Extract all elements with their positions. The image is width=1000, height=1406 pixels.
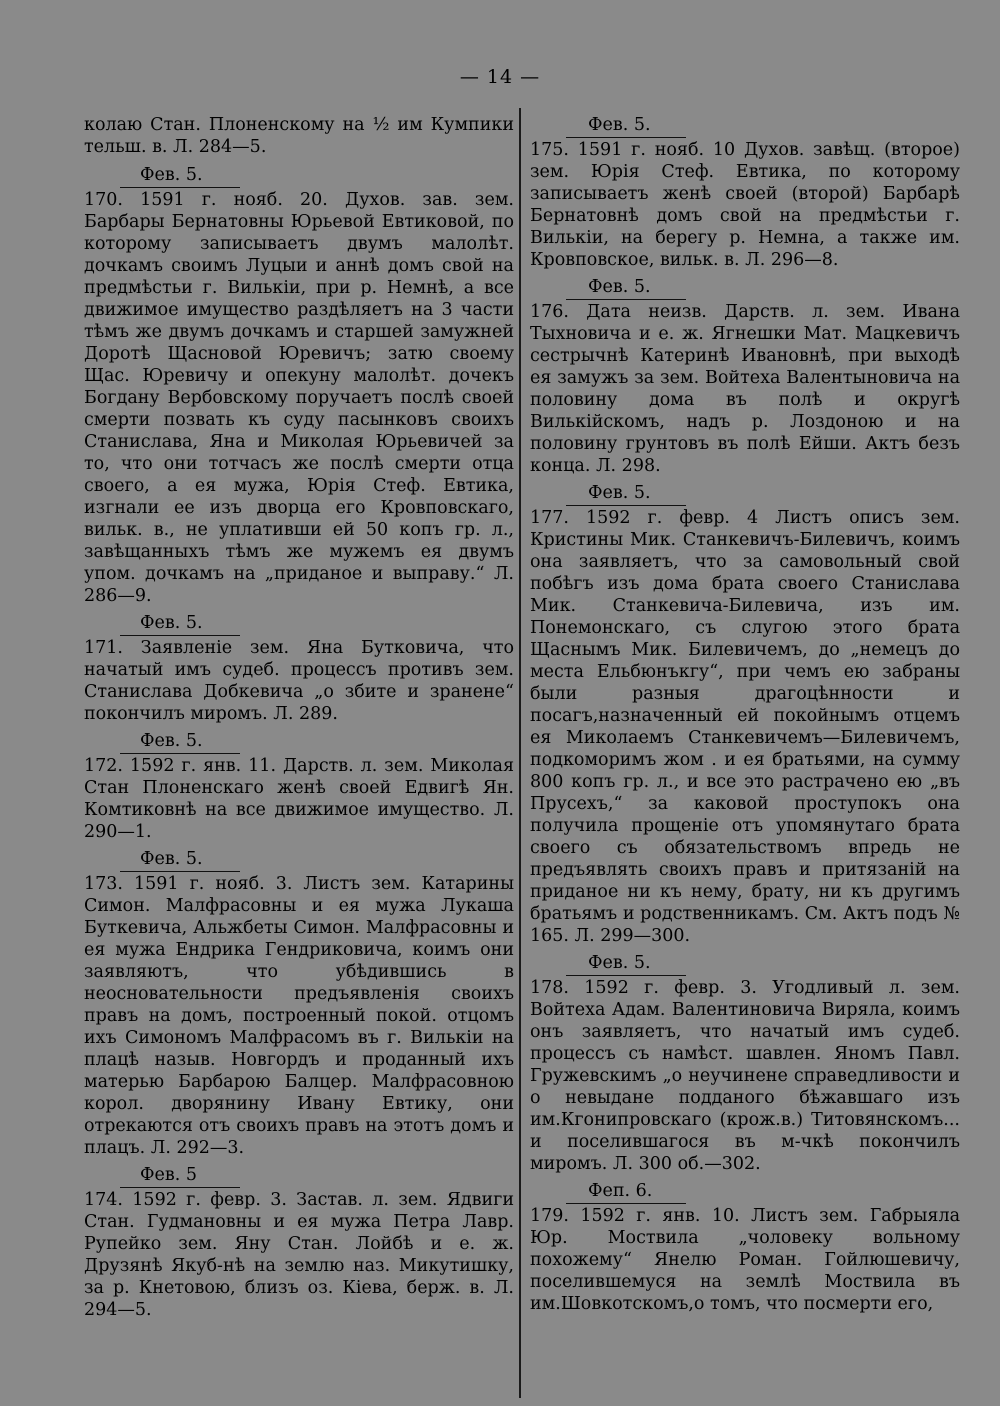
entry-text: 176. Дата неизв. Дарств. л. зем. Ивана Тыхновича и е. ж. Ягнешки Мат. Мацкевичъ сестрычнѣ Катеринѣ Ивановнѣ, при выходѣ ея замужъ за зем. Войтеха Валентыновича на половину дома въ полѣ и округѣ Вилькійскомъ, надъ р. Лоздоною и на половину грунтовъ въ полѣ Ейши. Актъ безъ конца. Л. 298.: [530, 302, 960, 476]
column-divider: [519, 108, 521, 1398]
header-rule: [120, 635, 240, 636]
entry-text: 174. 1592 г. февр. 3. Застав. л. зем. Ядвиги Стан. Гудмановны и ея мужа Петра Лавр. Рупейко зем. Яну Стан. Лойбѣ и е. ж. Друзянѣ Якуб-нѣ на землю наз. Микутишку, за р. Кнетовою, близъ оз. Кіева, берж. в. Л. 294—5.: [84, 1190, 514, 1320]
entry-text: 179. 1592 г. янв. 10. Листъ зем. Габрыяла Юр. Моствила „чоловеку вольному похожему“ Янелю Роман. Гойлюшевичу, поселившемуся на землѣ Моствила въ им.Шовкотскомъ,о томъ, что посмерти его,: [530, 1206, 960, 1314]
entry-date-header: Фев. 5.: [140, 849, 203, 869]
entry-date-header: Фев. 5.: [140, 731, 203, 751]
entry-date-header: Фев. 5.: [588, 953, 651, 973]
entry-block: [84, 612, 514, 725]
entry-block: [530, 952, 960, 1175]
entry-text: 173. 1591 г. нояб. 3. Листъ зем. Катарины Симон. Малфрасовны и ея мужа Лукаша Буткевича, Альжбеты Симон. Малфрасовны и ея мужа Ендрика Гендриковича, коимъ они заявляютъ, что убѣдившись в неосновательности предъявленія своихъ правъ на домъ, построенный покой. отцомъ ихъ Симономъ Малфрасомъ въ г. Вилькіи на плацѣ назыв. Новгордъ и проданный ихъ матерью Барбарою Балцер. Малфрасовною корол. дворянину Ивану Евтику, они отрекаются отъ своихъ правъ на этотъ домъ и плацъ. Л. 292—3.: [84, 874, 514, 1158]
left-column: [84, 114, 514, 1326]
entry-text: 178. 1592 г. февр. 3. Угодливый л. зем. Войтеха Адам. Валентиновича Вирялa, коимъ онъ заявляетъ, что начатый имъ судеб. процессъ съ намѣст. шавлен. Яномъ Павл. Гружевскимъ „о неучинене справедливости и о невыдане подданого бѣжавшаго изъ им.Кгонипровскаго (крож.в.) Титовянскомъ... и поселившагося въ м-чкѣ покончилъ миромъ. Л. 300 об.—302.: [530, 978, 960, 1174]
entry-date-header: Фев. 5.: [588, 483, 651, 503]
entry-block: [530, 276, 960, 477]
header-rule: [120, 753, 240, 754]
header-rule: [566, 299, 686, 300]
header-rule: [120, 871, 240, 872]
entry-block: [84, 848, 514, 1159]
header-rule: [566, 975, 686, 976]
continuation-text: колаю Стан. Плоненскому на ½ им Кумпики тельш. в. Л. 284—5.: [84, 115, 514, 157]
entry-block: [84, 730, 514, 843]
entry-text: 175. 1591 г. нояб. 10 Духов. завѣщ. (второе) зем. Юрія Стеф. Евтика, по которому записываетъ женѣ своей (второй) Барбарѣ Бернатовнѣ домъ свой на предмѣстьи г. Вилькіи, на берегу р. Немна, а также им. Кровповское, вильк. в. Л. 296—8.: [530, 140, 960, 270]
entry-date-header: Феп. 6.: [588, 1181, 653, 1201]
header-rule: [120, 187, 240, 188]
header-rule: [566, 137, 686, 138]
entry-text: 171. Заявленіе зем. Яна Бутковича, что начатый имъ судеб. процессъ противъ зем. Станислава Добкевича „о збите и зранене“ покончилъ миромъ. Л. 289.: [84, 638, 514, 724]
entry-block: [84, 1164, 514, 1321]
entry-block: [530, 1180, 960, 1315]
entry-text: 170. 1591 г. нояб. 20. Духов. зав. зем. Барбары Бернатовны Юрьевой Евтиковой, по которому записываетъ двумъ малолѣт. дочкамъ своимъ Луцыи и аннѣ домъ свой на предмѣстьи г. Вилькіи, при р. Немнѣ, а все движимое имущество раздѣляетъ на 3 части тѣмъ же двумъ дочкамъ и старшей замужней Доротѣ Щасновой Юревичъ; затю своему Щас. Юревичу и опекуну малолѣт. дочекъ Богдану Вербовскому поручаетъ послѣ своей смерти позвать къ суду пасынковъ своихъ Станислава, Яна и Миколая Юрьевичей за то, что они тотчасъ же послѣ смерти отца своего, а ея мужа, Юрія Стеф. Евтика, изгнали ее изъ дворца его Кровповскаго, вильк. в., не уплативши ей 50 копъ гр. л., завѣщанныхъ тѣмъ же мужемъ ея двумъ упом. дочкамъ на „приданое и выправу.“ Л. 286—9.: [84, 190, 514, 606]
entry-date-header: Фев. 5: [140, 1165, 197, 1185]
entry-text: 172. 1592 г. янв. 11. Дарств. л. зем. Миколая Стан Плоненскаго женѣ своей Едвигѣ Ян. Комтиковнѣ на все движимое имущество. Л. 290—1.: [84, 756, 514, 842]
entry-text: 177. 1592 г. февр. 4 Листъ описъ зем. Кристины Мик. Станкевичъ-Билевичъ, коимъ она заявляетъ, что за самовольный свой побѣгъ изъ дома брата своего Станислава Мик. Станкевича-Билевича, изъ им. Понемонскаго, съ слугою этого брата Щаснымъ Мик. Билевичемъ, до „немецъ до места Ельбюнъкгу“, при чемъ ею забраны были разныя драгоцѣнности и посагъ,назначенный ей покойнымъ отцемъ ея Миколаемъ Станкевичемъ—Билевичемъ, подкоморимъ жом . и ея братьями, на сумму 800 копъ гр. л., и все это растрачено ею „въ Прусехъ,“ за каковой проступокъ она получила прощеніе отъ упомянутаго брата своего съ обязательствомъ впредь не предъявлять своихъ правъ и притязаній на приданое ни къ нему, брату, ни къ другимъ братьямъ и родственникамъ. См. Актъ подъ № 165. Л. 299—300.: [530, 508, 960, 946]
entry-date-header: Фев. 5.: [140, 165, 203, 185]
entry-date-header: Фев. 5.: [588, 277, 651, 297]
header-rule: [566, 505, 686, 506]
right-column: [530, 114, 960, 1320]
entry-block: [530, 482, 960, 947]
entry-date-header: Фев. 5.: [140, 613, 203, 633]
entry-block: [530, 114, 960, 271]
page-number: — 14 —: [459, 66, 541, 88]
entry-block: [84, 164, 514, 607]
header-rule: [120, 1187, 240, 1188]
entry-date-header: Фев. 5.: [588, 115, 651, 135]
header-rule: [566, 1203, 686, 1204]
